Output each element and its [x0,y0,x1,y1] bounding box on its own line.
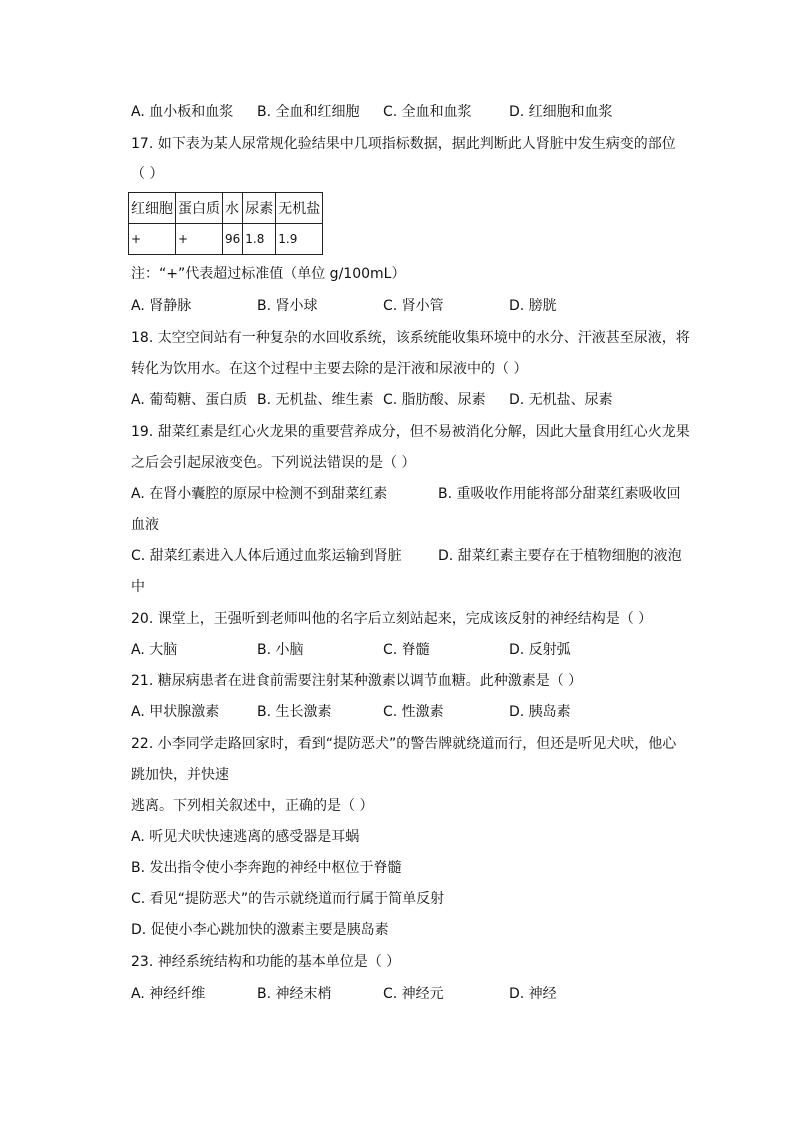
table-cell: + [176,224,223,255]
q19-option-b-cont: 血液 [131,517,159,533]
q21-option-c: C. 性激素 [383,704,444,720]
table-row [129,224,323,255]
q17-option-b: B. 肾小球 [257,298,318,314]
q20-stem: 20. 课堂上，王强听到老师叫他的名字后立刻站起来，完成该反射的神经结构是（ ） [131,611,653,627]
q19-option-d: D. 甜菜红素主要存在于植物细胞的液泡 [438,548,682,564]
q19-option-a: A. 在肾小囊腔的原尿中检测不到甜菜红素 [131,486,388,502]
q18-stem-line1: 18. 太空空间站有一种复杂的水回收系统，该系统能收集环境中的水分、汗液甚至尿液，将 [131,330,690,346]
q18-option-a: A. 葡萄糖、蛋白质 [131,392,248,408]
q17-option-d: D. 膀胱 [509,298,557,314]
q16-option-a: A. 血小板和血浆 [131,104,234,120]
q23-option-a: A. 神经纤维 [131,986,206,1002]
q21-option-a: A. 甲状腺激素 [131,704,220,720]
q16-option-d: D. 红细胞和血浆 [509,104,613,120]
q23-option-c: C. 神经元 [383,986,444,1002]
q21-stem: 21. 糖尿病患者在进食前需要注射某种激素以调节血糖。此种激素是（ ） [131,673,583,689]
q17-stem: 17. 如下表为某人尿常规化验结果中几项指标数据，据此判断此人肾脏中发生病变的部位 [131,136,676,152]
q22-stem-line2: 跳加快，并快速 [131,767,229,783]
table-header-cell: 尿素 [243,193,276,224]
q23-option-d: D. 神经 [509,986,557,1002]
q19-stem-line1: 19. 甜菜红素是红心火龙果的重要营养成分，但不易被消化分解，因此大量食用红心火龙果 [131,424,690,440]
q16-option-c: C. 全血和血浆 [383,104,472,120]
table-header-cell: 红细胞 [129,193,176,224]
q22-option-a: A. 听见犬吠快速逃离的感受器是耳蜗 [131,829,360,845]
q22-stem-line1: 22. 小李同学走路回家时，看到“提防恶犬”的警告牌就绕道而行，但还是听见犬吠，他心 [131,736,677,752]
urine-test-table [128,192,323,255]
q17-paren: （ ） [131,166,164,182]
q22-option-b: B. 发出指令使小李奔跑的神经中枢位于脊髓 [131,860,402,876]
q22-option-d: D. 促使小李心跳加快的激素主要是胰岛素 [131,922,389,938]
table-header-cell: 无机盐 [276,193,323,224]
q19-option-c: C. 甜菜红素进入人体后通过血浆运输到肾脏 [131,548,402,564]
q18-option-c: C. 脂肪酸、尿素 [383,392,486,408]
table-cell: + [129,224,176,255]
q21-option-b: B. 生长激素 [257,704,332,720]
q23-option-b: B. 神经末梢 [257,986,332,1002]
q19-stem-line2: 之后会引起尿液变色。下列说法错误的是（ ） [131,455,416,471]
q22-option-c: C. 看见“提防恶犬”的告示就绕道而行属于简单反射 [131,891,445,907]
q20-option-c: C. 脊髓 [383,642,430,658]
q21-option-d: D. 胰岛素 [509,704,571,720]
q17-note: 注：“+”代表超过标准值（单位 g/100mL） [131,266,406,282]
table-header-cell: 水 [223,193,243,224]
table-header-cell: 蛋白质 [176,193,223,224]
q17-option-a: A. 肾静脉 [131,298,192,314]
q16-option-b: B. 全血和红细胞 [257,104,360,120]
table-cell: 96 [223,224,243,255]
q18-option-d: D. 无机盐、尿素 [509,392,613,408]
q18-option-b: B. 无机盐、维生素 [257,392,374,408]
q20-option-a: A. 大脑 [131,642,178,658]
q23-stem: 23. 神经系统结构和功能的基本单位是（ ） [131,954,401,970]
q22-stem-line3: 逃离。下列相关叙述中，正确的是（ ） [131,798,374,814]
q20-option-b: B. 小脑 [257,642,304,658]
table-cell: 1.9 [276,224,323,255]
q19-option-b: B. 重吸收作用能将部分甜菜红素吸收回 [438,486,681,502]
q18-stem-line2: 转化为饮用水。在这个过程中主要去除的是汗液和尿液中的（ ） [131,361,528,377]
q19-option-d-cont: 中 [131,579,145,595]
q20-option-d: D. 反射弧 [509,642,571,658]
table-header-row [129,193,323,224]
q17-option-c: C. 肾小管 [383,298,444,314]
table-cell: 1.8 [243,224,276,255]
